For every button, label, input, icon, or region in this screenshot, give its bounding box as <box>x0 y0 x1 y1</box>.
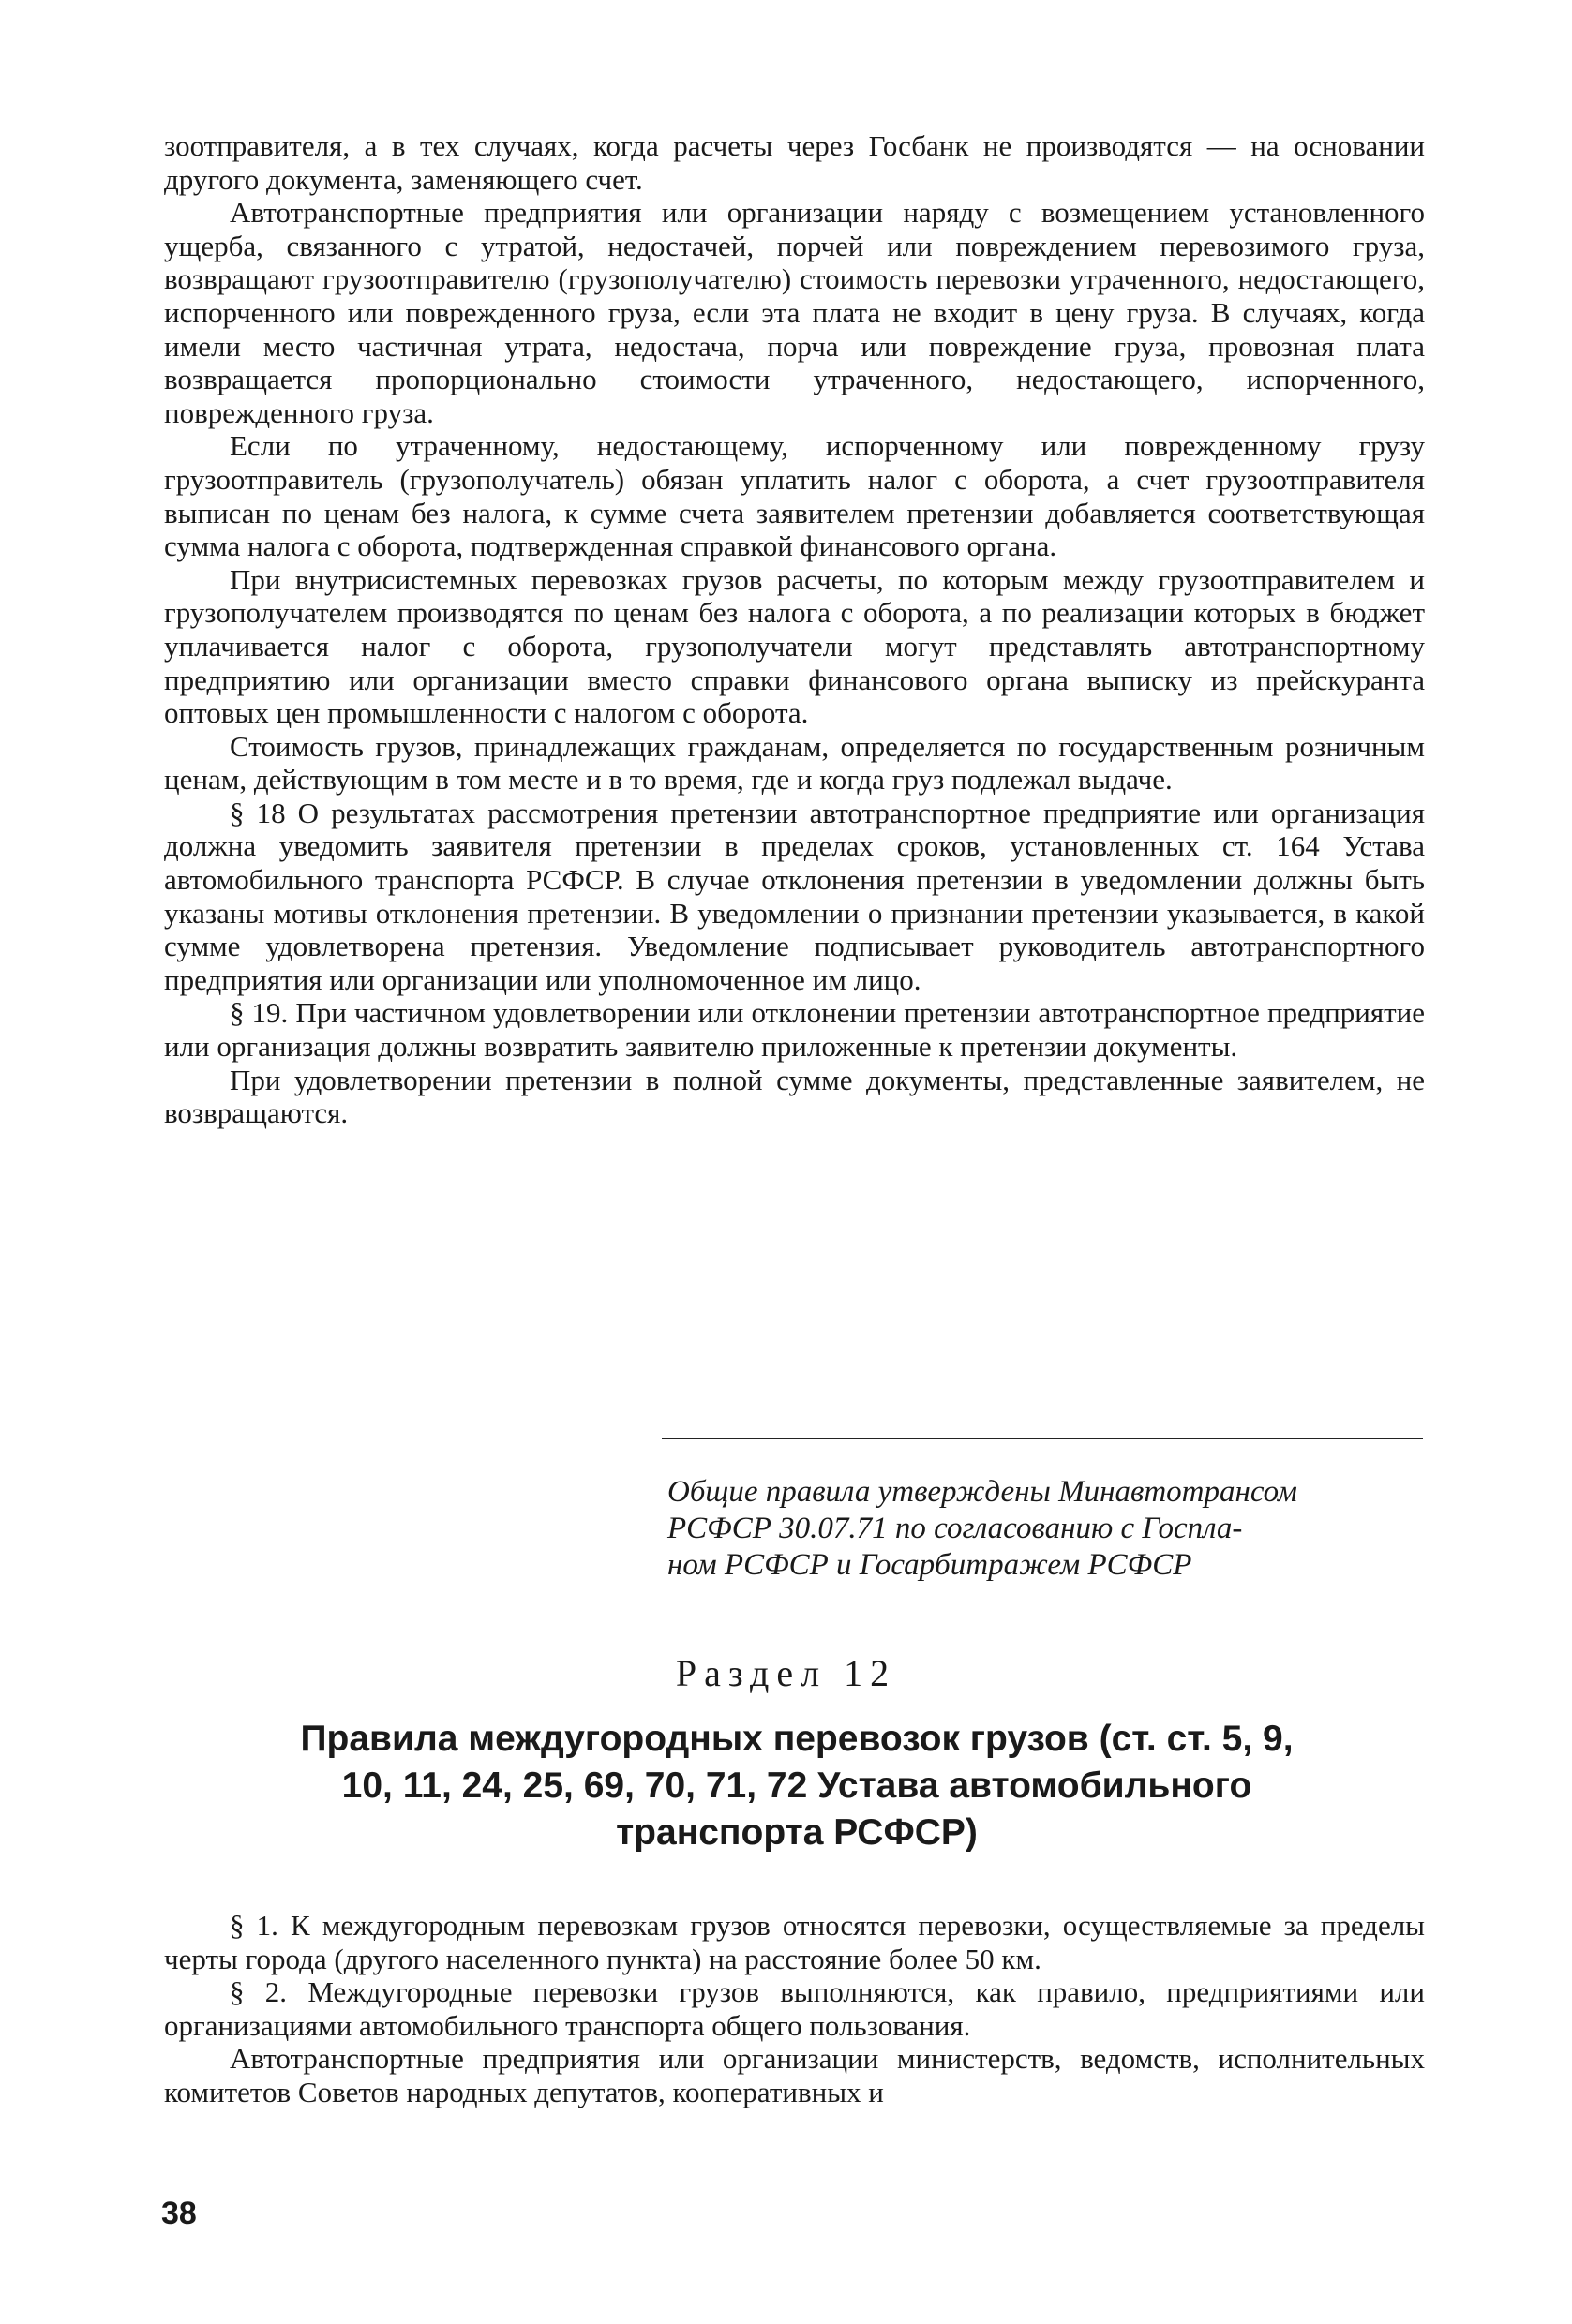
section-title-line: Правила междугородных перевозок грузов (ст. ст. 5, 9, <box>300 1719 1294 1759</box>
approval-line: РСФСР 30.07.71 по согласованию с Госпла- <box>667 1512 1243 1545</box>
page-number: 38 <box>161 2196 197 2231</box>
paragraph: При внутрисистемных перевозках грузов расчеты, по которым между грузоотправителем и грузополучателем производятся по ценам без налога с оборота, а по реализации которых в бюджет уплачивается налог с оборота, грузополучатели могут представлять автотранспортному предприятию или организации вместо справки финансового органа выписку из прейскуранта оптовых цен промышленности с налогом с оборота. <box>164 562 1425 730</box>
section-title-line: транспорта РСФСР) <box>616 1812 978 1853</box>
section-label: Раздел 12 <box>675 1652 897 1694</box>
paragraph-section-1: § 1. К междугородным перевозкам грузов относятся перевозки, осуществляемые за пределы черты города (другого населенного пункта) на расстояние более 50 км. <box>164 1909 1425 1975</box>
approval-line: ном РСФСР и Госарбитражем РСФСР <box>667 1548 1192 1582</box>
paragraph-section-18: § 18 О результатах рассмотрения претензии автотранспортное предприятие или организация должна уведомить заявителя претензии в пределах сроков, установленных ст. 164 Устава автомобильного транспорта РСФСР. В случае отклонения претензии в уведомлении должны быть указаны мотивы отклонения претензии. В уведомлении о признании претензии указывается, в какой сумме удовлетворена претензия. Уведомление подписывает руководитель автотранспортного предприятия или организации или уполномоченное им лицо. <box>164 796 1425 996</box>
approval-line: Общие правила утверждены Минавтотрансом <box>667 1475 1297 1509</box>
paragraph: Автотранспортные предприятия или организации наряду с возмещением установленного ущерба, связанного с утратой, недостачей, порчей или повреждением перевозимого груза, возвращают грузоотправителю (грузополучателю) стоимость перевозки утраченного, недостающего, испорченного или поврежденного груза, если эта плата не входит в цену груза. В случаях, когда имели место частичная утрата, недостача, порча или повреждение груза, провозная плата возвращается пропорционально стоимости утраченного, недостающего, испорченного, поврежденного груза. <box>164 196 1425 429</box>
section-title-line: 10, 11, 24, 25, 69, 70, 71, 72 Устава автомобильного <box>341 1765 1252 1806</box>
paragraph: зоотправителя, а в тех случаях, когда расчеты через Госбанк не производятся — на основании другого документа, заменяющего счет. <box>164 129 1425 196</box>
paragraph: При удовлетворении претензии в полной сумме документы, представленные заявителем, не возвращаются. <box>164 1063 1425 1130</box>
body-text-lower <box>164 1909 1425 2109</box>
paragraph: Стоимость грузов, принадлежащих гражданам, определяется по государственным розничным ценам, действующим в том месте и в то время, где и когда груз подлежал выдаче. <box>164 729 1425 797</box>
approval-note <box>667 1474 1429 1584</box>
paragraph-section-2: § 2. Междугородные перевозки грузов выполняются, как правило, предприятиями или организациями автомобильного транспорта общего пользования. <box>164 1975 1425 2042</box>
paragraph: Если по утраченному, недостающему, испорченному или поврежденному грузу грузоотправитель (грузополучатель) обязан уплатить налог с оборота, а счет грузоотправителя выписан по ценам без налога, к сумме счета заявителем претензии добавляется соответствующая сумма налога с оборота, подтвержденная справкой финансового органа. <box>164 429 1425 563</box>
separator-rule <box>662 1438 1423 1439</box>
paragraph: Автотранспортные предприятия или организации министерств, ведомств, исполнительных комитетов Советов народных депутатов, кооперативных и <box>164 2042 1425 2108</box>
section-title <box>216 1716 1378 1856</box>
body-text-upper <box>164 129 1425 1130</box>
paragraph-section-19: § 19. При частичном удовлетворении или отклонении претензии автотранспортное предприятие или организация должны возвратить заявителю приложенные к претензии документы. <box>164 996 1425 1064</box>
